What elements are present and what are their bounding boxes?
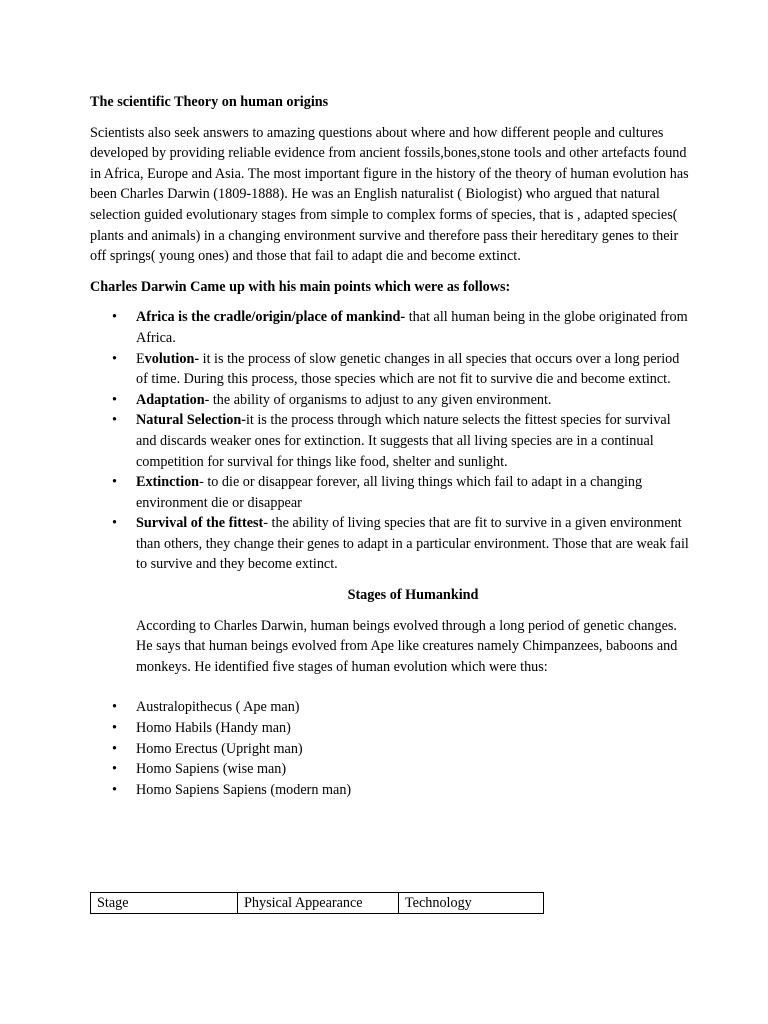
point-term: Africa is the cradle/origin/place of mankind- [136,309,406,326]
header-technology: Technology [399,893,544,914]
point-term: Survival of the fittest [136,515,264,532]
list-item [90,390,690,411]
stages-heading: Stages of Humankind [347,587,479,604]
header-physical-appearance: Physical Appearance [238,893,399,914]
intro-paragraph: Scientists also seek answers to amazing questions about where and how different people and cultures developed by providing reliable evidence from ancient fossils,bones,stone tools and other artefacts found in Africa, Europe and Asia. The most important figure in the history of the theory of human evolution has been Charles Darwin (1809-1888). He was an English naturalist ( Biologist) who argued that natural selection guided evolutionary stages from simple to complex forms of species, that is , adapted species( plants and animals) in a changing environment survive and therefore pass their hereditary genes to their off springs( young ones) and those that fail to adapt die and become extinct. [90,124,689,265]
point-term: Extinction [136,474,200,491]
table-header-row [91,893,544,914]
list-item [90,697,690,718]
stages-intro-paragraph: According to Charles Darwin, human beings evolved through a long period of genetic changes. He says that human beings evolved from Ape like creatures namely Chimpanzees, baboons and monkeys. He identified five stages of human evolution which were thus: [136,617,678,675]
evolution-table [90,892,544,914]
bullet-icon: • [112,781,117,798]
list-item [90,410,690,472]
main-points-heading: Charles Darwin Came up with his main points which were as follows: [90,278,511,295]
point-text: it is the process of slow genetic changes in all species that occurs over a long period of time. During this process, those species which are not fit to survive die and become extinct. [136,350,680,388]
point-text: - to die or disappear forever, all living things which fail to adapt in a changing environment die or disappear [136,474,643,511]
point-term: volution- [144,350,200,367]
document-body [90,92,690,800]
list-item [90,718,690,739]
header-stage: Stage [91,893,238,914]
point-term: Natural Selection- [136,412,246,429]
stage-label: Australopithecus ( Ape man) [136,699,300,716]
list-item [90,739,690,760]
stage-label: Homo Erectus (Upright man) [136,740,303,757]
list-item [90,780,690,801]
list-item [90,513,690,575]
point-text: that all human being in the globe originated from Africa. [136,309,688,346]
stage-label: Homo Sapiens Sapiens (modern man) [136,781,352,798]
bullet-icon: • [112,412,117,429]
point-text: it is the process through which nature selects the fittest species for survival and discards weaker ones for extinction. It suggests that all living species are in a continual competition for survival for things like food, shelter and sunlight. [136,412,671,470]
bullet-icon: • [112,515,117,532]
bullet-icon: • [112,350,117,367]
bullet-icon: • [112,474,117,491]
point-term: Adaptation [136,391,205,408]
list-item [90,349,690,390]
list-item [90,472,690,513]
list-item [90,759,690,780]
bullet-icon: • [112,720,117,737]
bullet-icon: • [112,699,117,716]
stages-list [90,697,690,800]
stage-label: Homo Habils (Handy man) [136,720,291,737]
bullet-icon: • [112,740,117,757]
list-item [90,307,690,348]
bullet-icon: • [112,309,117,326]
stage-label: Homo Sapiens (wise man) [136,761,287,778]
bullet-icon: • [112,391,117,408]
document-title: The scientific Theory on human origins [90,94,329,110]
main-points-list [90,307,690,575]
point-text: - the ability of organisms to adjust to any given environment. [204,391,552,408]
point-term-prefix: E [136,350,145,367]
point-text: - the ability of living species that are fit to survive in a given environment than others, they change their genes to adapt in a particular environment. Those that are weak fail to survive and they become extinct. [136,515,689,573]
bullet-icon: • [112,761,117,778]
